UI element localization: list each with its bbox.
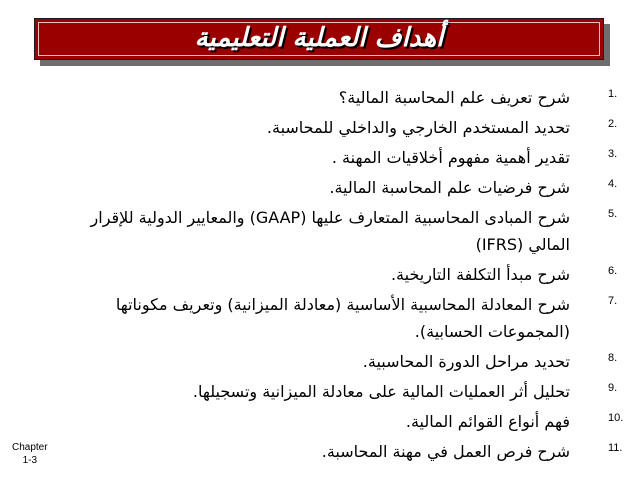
objective-number: 5.	[608, 208, 618, 220]
objective-item	[60, 172, 635, 202]
objective-number: 11.	[608, 442, 623, 454]
objectives-list	[60, 82, 635, 466]
objective-item	[60, 82, 635, 112]
objective-item	[60, 142, 635, 172]
objective-item	[60, 436, 635, 466]
objective-number: 10.	[608, 412, 624, 424]
chapter-footer	[12, 441, 48, 467]
objective-number: 3.	[608, 148, 618, 160]
objective-item	[60, 376, 635, 406]
objective-number: 1.	[608, 88, 618, 100]
objective-number: 6.	[608, 265, 618, 277]
objective-item	[60, 406, 635, 436]
objective-text: فهم أنواع القوائم المالية.	[405, 412, 570, 431]
title-bar	[34, 18, 604, 60]
objective-number: 4.	[608, 178, 618, 190]
objective-item	[60, 202, 635, 259]
objective-item	[60, 289, 635, 346]
objective-number: 7.	[608, 295, 618, 307]
objective-text: تحديد مراحل الدورة المحاسبية.	[362, 352, 570, 371]
objective-number: 8.	[608, 352, 618, 364]
objective-text: تحديد المستخدم الخارجي والداخلي للمحاسبة.	[266, 118, 570, 137]
objective-text: شرح المعادلة المحاسبية الأساسية (معادلة الميزانية) وتعريف مكوناتها (المجموعات الحسابية).	[115, 295, 570, 341]
objective-text: شرح فرضيات علم المحاسبة المالية.	[329, 178, 570, 197]
objective-text: تقدير أهمية مفهوم أخلاقيات المهنة .	[331, 148, 570, 167]
objective-item	[60, 112, 635, 142]
objective-number: 2.	[608, 118, 618, 130]
objective-text: شرح فرص العمل في مهنة المحاسبة.	[321, 442, 570, 461]
objective-item	[60, 259, 635, 289]
objective-text: شرح المبادى المحاسبية المتعارف عليها (GAAP) والمعايير الدولية للإقرار المالي (IFRS)	[90, 208, 570, 254]
objective-text: شرح تعريف علم المحاسبة المالية؟	[338, 88, 570, 107]
title-banner	[34, 18, 608, 64]
objective-text: شرح مبدأ التكلفة التاريخية.	[390, 265, 570, 284]
objective-number: 9.	[608, 382, 618, 394]
objective-text: تحليل أثر العمليات المالية على معادلة الميزانية وتسجيلها.	[192, 382, 570, 401]
objective-item	[60, 346, 635, 376]
chapter-label: Chapter	[12, 442, 48, 453]
page-number: 1-3	[22, 455, 38, 466]
slide-title: أهداف العملية التعليمية	[194, 23, 444, 53]
